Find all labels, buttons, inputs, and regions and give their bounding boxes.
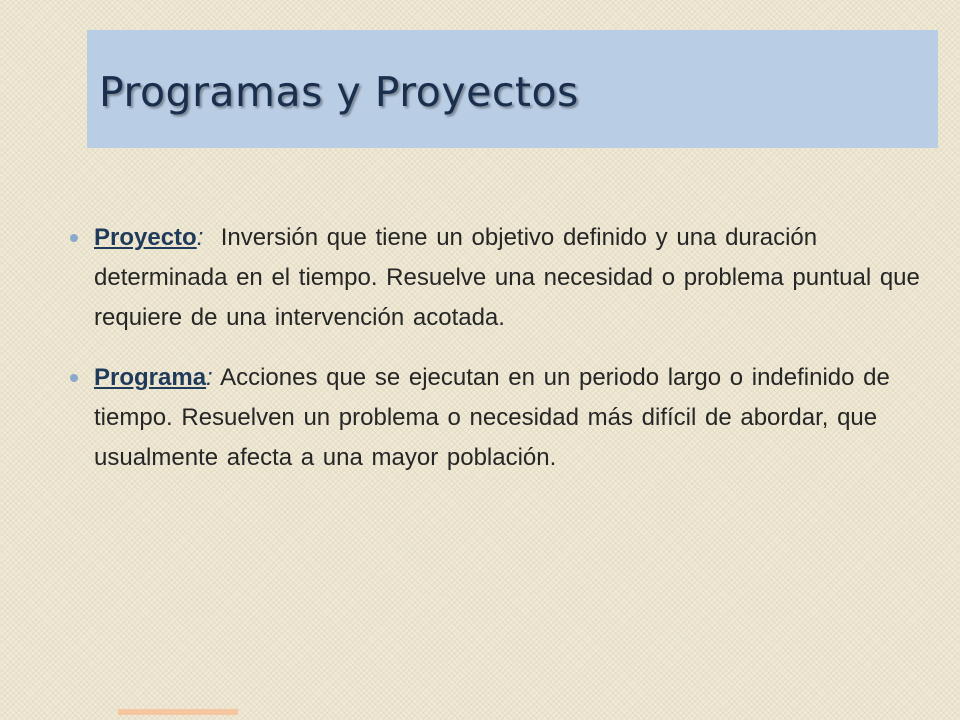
title-bar — [87, 30, 938, 148]
bullet-icon — [70, 374, 78, 382]
definition-text: Acciones que se ejecutan en un periodo largo o indefinido de tiempo. Resuelven un problema o necesidad más difícil de abordar, que usualmente afecta a una mayor población. — [94, 364, 890, 471]
term-label: Proyecto — [94, 224, 197, 251]
definition-text: Inversión que tiene un objetivo definido y una duración determinada en el tiempo. Resuelve una necesidad o problema puntual que requiere de una intervención acotada. — [94, 224, 920, 331]
term-separator: : — [206, 364, 213, 391]
bullet-item-programa — [64, 358, 924, 478]
slide-title: Programas y Proyectos — [99, 68, 579, 116]
accent-line — [118, 709, 238, 715]
slide-content — [64, 218, 924, 498]
term-separator: : — [196, 224, 204, 251]
term-label: Programa — [94, 364, 207, 391]
bullet-icon — [70, 234, 78, 242]
bullet-item-proyecto — [64, 218, 924, 338]
